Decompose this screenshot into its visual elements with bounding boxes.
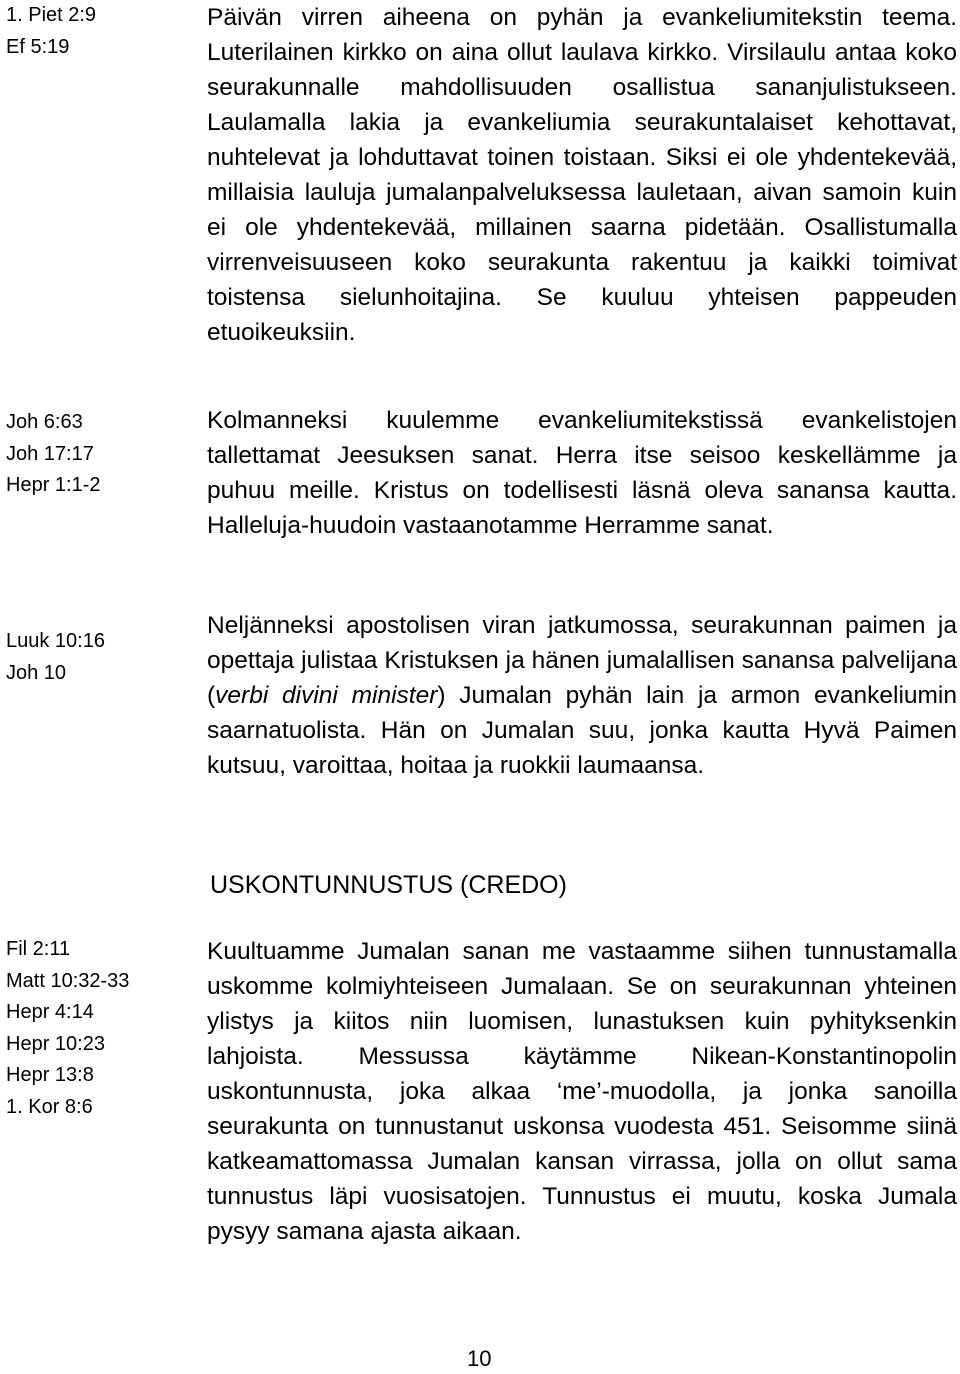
paragraph-saarna — [207, 608, 957, 783]
scripture-refs-saarna — [6, 626, 105, 689]
latin-term: verbi divini minister — [215, 682, 438, 709]
scripture-ref: Ef 5:19 — [6, 35, 70, 58]
scripture-ref: Joh 6:63 — [6, 411, 83, 433]
scripture-ref: Joh 10 — [6, 661, 67, 684]
scripture-ref: Hepr 1:1-2 — [6, 474, 101, 496]
scripture-refs-credo — [6, 934, 129, 1123]
page-number: 10 — [467, 1346, 492, 1371]
scripture-refs-virsi — [6, 0, 96, 63]
paragraph-credo: Kuultuamme Jumalan sanan me vastaamme siihen tunnustamalla uskomme kolmiyhteiseen Jumalaan. Se on seurakunnan yhteinen ylistys ja kiitos niin luomisen, lunastuksen kuin pyhityksenkin lahjoista. Messussa käytämme Nikean-Konstantinopolin uskontunnusta, joka alkaa ‘me’-muodolla, ja jonka sanoilla seurakunta on tunnustanut uskonsa vuodesta 451. Seisomme siinä katkeamattomassa Jumalan kansan virrassa, jolla on ollut sama tunnustus läpi vuosisatojen. Tunnustus ei muutu, koska Jumala pysyy samana ajasta aikaan. — [207, 938, 957, 1245]
scripture-ref: Joh 17:17 — [6, 442, 94, 465]
scripture-ref: 1. Kor 8:6 — [6, 1095, 93, 1118]
scripture-ref: Hepr 13:8 — [6, 1064, 94, 1086]
scripture-ref: Fil 2:11 — [6, 938, 71, 960]
paragraph-saarna-text: Neljänneksi apostolisen viran jatkumossa, seurakunnan paimen ja opettaja julistaa Kristuksen ja hänen jumalallisen sanansa palvelijana ( — [207, 612, 957, 709]
scripture-ref: Hepr 10:23 — [6, 1032, 105, 1055]
paragraph-evankeliumi: Kolmanneksi kuulemme evankeliumitekstissä evankelistojen tallettamat Jeesuksen sanat. Herra itse seisoo keskellämme ja puhuu meille. Kristus on todellisesti läsnä oleva sanansa kautta. Halleluja-huudoin vastaanotamme Herramme sanat. — [207, 407, 957, 539]
scripture-ref: 1. Piet 2:9 — [6, 4, 97, 26]
scripture-refs-evankeliumi — [6, 407, 101, 502]
paragraph-saarna-text-end: ) Jumalan pyhän lain ja armon evankeliumin saarnatuolista. Hän on Jumalan suu, jonka kautta Hyvä Paimen kutsuu, varoittaa, hoitaa ja ruokkii laumaansa. — [207, 682, 957, 779]
scripture-ref: Luuk 10:16 — [6, 630, 105, 652]
scripture-ref: Hepr 4:14 — [6, 1001, 94, 1023]
paragraph-virsi: Päivän virren aiheena on pyhän ja evankeliumitekstin teema. Luterilainen kirkko on aina ollut laulava kirkko. Virsilaulu antaa koko seurakunnalle mahdollisuuden osallistua sananjulistukseen. Laulamalla lakia ja evankeliumia seurakuntalaiset kehottavat, nuhtelevat ja lohduttavat toinen toistaan. Siksi ei ole yhdentekevää, millaisia lauluja jumalanpalveluksessa lauletaan, aivan samoin kuin ei ole yhdentekevää, millainen saarna pidetään. Osallistumalla virrenveisuuseen koko seurakunta rakentuu ja kaikki toimivat toistensa sielunhoitajina. Se kuuluu yhteisen pappeuden etuoikeuksiin. — [207, 4, 957, 346]
scripture-ref: Matt 10:32-33 — [6, 969, 130, 992]
section-heading-credo: USKONTUNNUSTUS (CREDO) — [210, 871, 567, 899]
